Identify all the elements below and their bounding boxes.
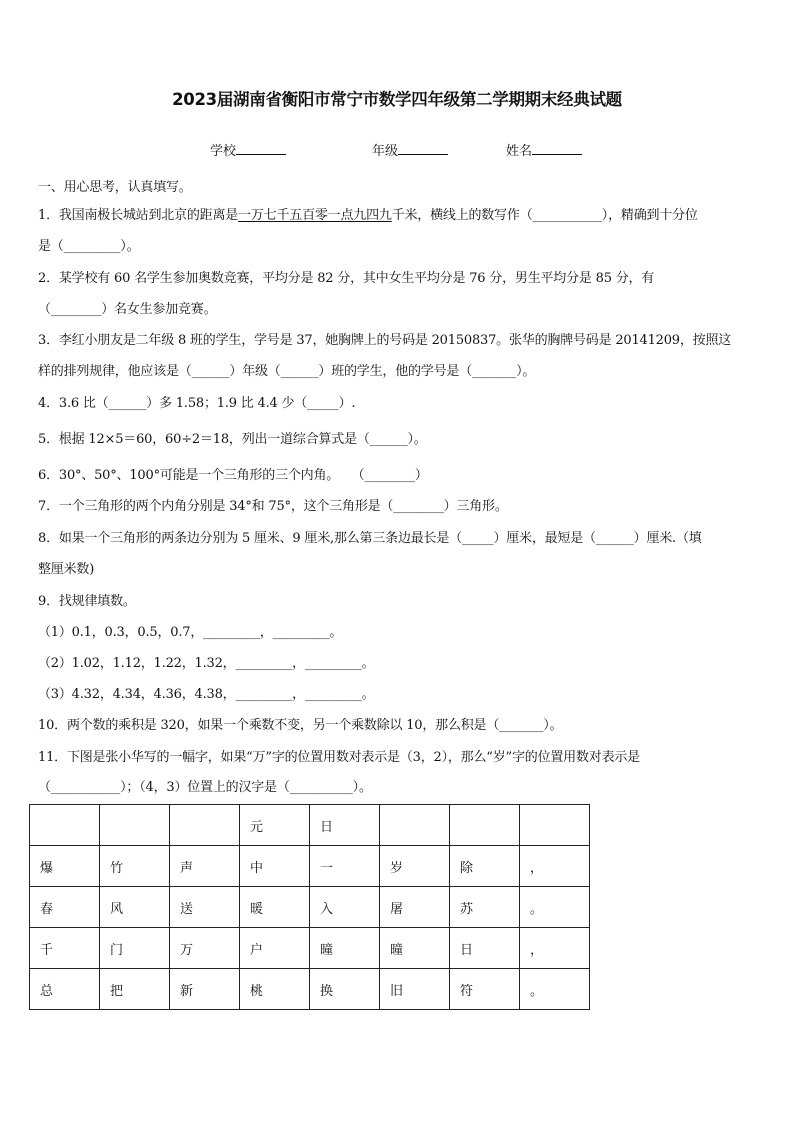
grid-cell: ， (520, 928, 590, 969)
grid-cell: 苏 (450, 887, 520, 928)
question-4: 4．3.6 比（______）多 1.58；1.9 比 4.4 少（_____）. (38, 396, 356, 411)
name-label: 姓名 (506, 144, 533, 159)
grid-cell: 除 (450, 846, 520, 887)
grid-cell: 。 (520, 887, 590, 928)
grid-cell: 春 (30, 887, 100, 928)
grid-cell: 爆 (30, 846, 100, 887)
grid-cell: 竹 (100, 846, 170, 887)
grid-cell: 曈 (380, 928, 450, 969)
grid-cell (450, 805, 520, 846)
grid-cell: 声 (170, 846, 240, 887)
grade-blank (398, 142, 448, 155)
question-9-heading: 9．找规律填数。 (38, 594, 136, 609)
school-field (210, 140, 286, 159)
grid-cell: 户 (240, 928, 310, 969)
grid-row (30, 846, 590, 887)
question-5: 5．根据 12×5＝60，60÷2＝18，列出一道综合算式是（______）。 (38, 432, 427, 447)
grid-cell: 屠 (380, 887, 450, 928)
grid-cell: 桃 (240, 969, 310, 1010)
grid-cell: 。 (520, 969, 590, 1010)
question-2-line-2: （________）名女生参加竞赛。 (38, 302, 217, 317)
question-9-sub-3: （3）4.32，4.34，4.36，4.38，_________，_________。 (38, 687, 375, 702)
question-10: 10．两个数的乘积是 320，如果一个乘数不变，另一个乘数除以 10，那么积是（_______）。 (38, 718, 563, 733)
grid-cell (170, 805, 240, 846)
grid-cell: 万 (170, 928, 240, 969)
grid-cell: 风 (100, 887, 170, 928)
grid-cell: 千 (30, 928, 100, 969)
grid-cell: 一 (310, 846, 380, 887)
question-3-line-1: 3．李红小朋友是二年级 8 班的学生，学号是 37，她胸牌上的号码是 20150837。张华的胸牌号码是 20141209，按照这 (38, 333, 732, 348)
school-label: 学校 (210, 144, 237, 159)
question-1-underlined-number: 一万七千五百零一点九四九 (238, 208, 392, 223)
grid-cell: 曈 (310, 928, 380, 969)
question-8-line-2: 整厘米数) (38, 562, 95, 577)
grid-row (30, 805, 590, 846)
question-2-line-1: 2．某学校有 60 名学生参加奥数竞赛，平均分是 82 分，其中女生平均分是 76 分，男生平均分是 85 分，有 (38, 271, 655, 286)
grid-cell: 中 (240, 846, 310, 887)
name-field (506, 140, 582, 159)
grid-row (30, 928, 590, 969)
question-6: 6．30°、50°、100°可能是一个三角形的三个内角。 （________） (38, 468, 428, 483)
character-grid (29, 804, 590, 1010)
question-1-line-1: 1．我国南极长城站到北京的距离是一万七千五百零一点九四九千米，横线上的数写作（___________），精确到十分位 (38, 208, 698, 223)
grid-cell: 入 (310, 887, 380, 928)
grid-cell: 岁 (380, 846, 450, 887)
grid-cell: 日 (450, 928, 520, 969)
grid-cell (520, 805, 590, 846)
grid-cell (30, 805, 100, 846)
grid-cell: 把 (100, 969, 170, 1010)
question-11-line-2: （___________）；（4，3）位置上的汉字是（__________）。 (38, 780, 372, 795)
grid-cell: 旧 (380, 969, 450, 1010)
grid-cell: 新 (170, 969, 240, 1010)
grid-cell (380, 805, 450, 846)
grid-row (30, 969, 590, 1010)
question-1-line-2: 是（_________）。 (38, 239, 140, 254)
grid-cell: 总 (30, 969, 100, 1010)
grid-cell: 符 (450, 969, 520, 1010)
question-3-line-2: 样的排列规律，他应该是（______）年级（______）班的学生，他的学号是（_______）。 (38, 364, 536, 379)
question-11-line-1: 11．下图是张小华写的一幅字，如果“万”字的位置用数对表示是（3，2），那么“岁”字的位置用数对表示是 (38, 750, 640, 765)
grid-cell: 元 (240, 805, 310, 846)
section-heading: 一、用心思考，认真填写。 (38, 180, 192, 195)
grid-cell: 换 (310, 969, 380, 1010)
grid-cell: 门 (100, 928, 170, 969)
grade-label: 年级 (372, 144, 399, 159)
grid-cell (100, 805, 170, 846)
name-blank (532, 142, 582, 155)
grid-cell: ， (520, 846, 590, 887)
page-title: 2023届湖南省衡阳市常宁市数学四年级第二学期期末经典试题 (172, 90, 622, 109)
grid-row (30, 887, 590, 928)
grade-field (372, 140, 448, 159)
question-7: 7．一个三角形的两个内角分别是 34°和 75°，这个三角形是（________）三角形。 (38, 499, 508, 514)
grid-cell: 送 (170, 887, 240, 928)
question-8-line-1: 8．如果一个三角形的两条边分别为 5 厘米、9 厘米,那么第三条边最长是（_____）厘米，最短是（______）厘米.（填 (38, 531, 702, 546)
school-blank (236, 142, 286, 155)
question-9-sub-1: （1）0.1，0.3，0.5，0.7，_________，_________。 (38, 625, 343, 640)
grid-cell: 暖 (240, 887, 310, 928)
question-9-sub-2: （2）1.02，1.12，1.22，1.32，_________，_________。 (38, 656, 375, 671)
grid-cell: 日 (310, 805, 380, 846)
